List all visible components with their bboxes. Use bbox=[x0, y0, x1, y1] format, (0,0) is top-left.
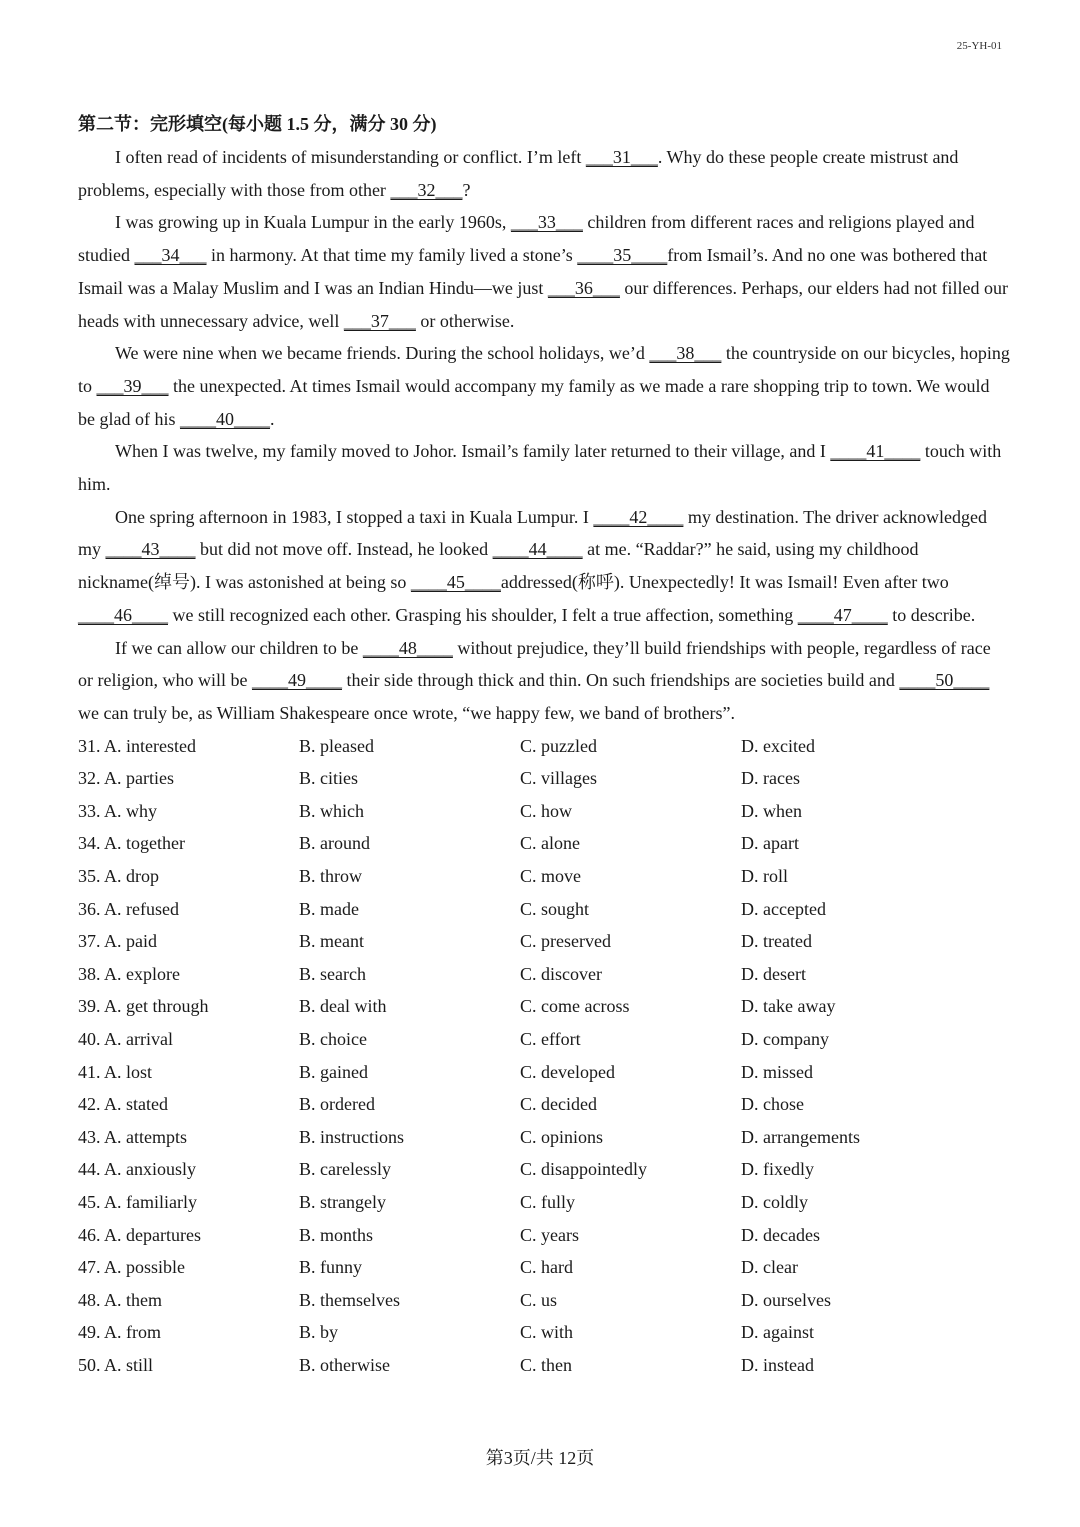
option-text: C. hard bbox=[520, 1257, 573, 1278]
question-row bbox=[78, 1219, 1010, 1252]
option-b bbox=[299, 1219, 520, 1252]
option-text: A. refused bbox=[104, 898, 179, 919]
option-d bbox=[741, 730, 962, 763]
option-text: A. stated bbox=[104, 1094, 168, 1115]
option-text: C. effort bbox=[520, 1029, 581, 1049]
question-row bbox=[78, 827, 1010, 860]
question-row bbox=[78, 1186, 1010, 1219]
option-text: D. missed bbox=[741, 1061, 813, 1082]
option-text: C. puzzled bbox=[520, 735, 597, 756]
question-row bbox=[78, 1121, 1010, 1154]
option-d bbox=[741, 1284, 962, 1317]
passage-text: we can truly be, as William Shakespeare once wrote, “we happy few, we band of brothers”. bbox=[78, 702, 736, 723]
option-text: B. strangely bbox=[299, 1191, 386, 1212]
option-text: B. pleased bbox=[299, 735, 374, 756]
blank-slot: ____35____ bbox=[577, 245, 668, 266]
question-number: 44. bbox=[78, 1159, 101, 1180]
option-b bbox=[299, 1186, 520, 1219]
option-c bbox=[520, 1023, 741, 1056]
question-number: 48. bbox=[78, 1289, 101, 1310]
option-a bbox=[78, 1251, 299, 1284]
question-number: 38. bbox=[78, 963, 101, 984]
option-b bbox=[299, 1088, 520, 1121]
passage-text: I often read of incidents of misunderstanding or conflict. I’m left bbox=[115, 147, 586, 167]
option-b bbox=[299, 730, 520, 763]
option-text: D. ourselves bbox=[741, 1289, 831, 1310]
option-d bbox=[741, 925, 962, 958]
option-c bbox=[520, 1316, 741, 1349]
option-text: C. years bbox=[520, 1224, 579, 1245]
blank-slot: ___33___ bbox=[510, 212, 583, 233]
document-code: 25-YH-01 bbox=[956, 40, 1002, 52]
option-text: B. otherwise bbox=[299, 1354, 390, 1375]
option-c bbox=[520, 1251, 741, 1284]
option-c bbox=[520, 730, 741, 763]
blank-slot: ___37___ bbox=[343, 310, 416, 331]
passage-text: the countryside on our bicycles, hoping to bbox=[78, 343, 1010, 396]
question-row bbox=[78, 860, 1010, 893]
option-b bbox=[299, 1284, 520, 1317]
option-text: A. why bbox=[104, 800, 158, 821]
option-text: D. chose bbox=[741, 1094, 804, 1115]
question-row bbox=[78, 795, 1010, 828]
blank-slot: ____44____ bbox=[492, 539, 583, 560]
option-text: A. get through bbox=[104, 996, 209, 1017]
question-number: 42. bbox=[78, 1094, 101, 1115]
option-b bbox=[299, 1121, 520, 1154]
option-d bbox=[741, 762, 962, 795]
passage-text: ? bbox=[462, 179, 471, 200]
passage-text: but did not move off. Instead, he looked bbox=[195, 539, 493, 560]
blank-slot: ____48____ bbox=[362, 637, 453, 658]
passage-text: my destination. The driver acknowledged my bbox=[78, 506, 987, 560]
option-text: A. together bbox=[104, 833, 185, 854]
blank-slot: ___31___ bbox=[585, 147, 658, 167]
option-a bbox=[78, 1284, 299, 1317]
question-number: 40. bbox=[78, 1029, 101, 1049]
passage-text: we still recognized each other. Grasping his shoulder, I felt a true affection, something bbox=[168, 604, 798, 625]
passage-text: If we can allow our children to be bbox=[115, 637, 363, 658]
section-score-note: (每小题 1.5 分，满分 30 分) bbox=[222, 114, 437, 134]
option-text: C. preserved bbox=[520, 931, 611, 952]
option-text: B. carelessly bbox=[299, 1159, 391, 1180]
option-text: B. throw bbox=[299, 866, 362, 887]
passage-text: our differences. Perhaps, our elders had not filled our heads with unnecessary advice, well bbox=[78, 277, 1008, 331]
passage-text: their side through thick and thin. On such friendships are societies build and bbox=[341, 670, 900, 691]
section-title: 第二节：完形填空 bbox=[78, 114, 222, 134]
passage-text: . bbox=[269, 408, 275, 429]
option-text: D. excited bbox=[741, 735, 815, 756]
option-b bbox=[299, 827, 520, 860]
option-b bbox=[299, 762, 520, 795]
passage-text: I was growing up in Kuala Lumpur in the early 1960s, bbox=[115, 212, 511, 233]
option-d bbox=[741, 990, 962, 1023]
option-text: A. paid bbox=[104, 931, 158, 952]
option-text: D. apart bbox=[741, 833, 799, 854]
option-d bbox=[741, 1219, 962, 1252]
option-d bbox=[741, 1349, 962, 1382]
option-c bbox=[520, 958, 741, 991]
blank-slot: ____45____ bbox=[410, 572, 501, 593]
passage-paragraph bbox=[78, 501, 1010, 632]
option-text: B. gained bbox=[299, 1061, 368, 1082]
option-text: C. decided bbox=[520, 1094, 597, 1115]
option-text: B. themselves bbox=[299, 1289, 400, 1310]
passage-text: children from different races and religions played and studied bbox=[78, 212, 975, 266]
question-number: 46. bbox=[78, 1224, 101, 1245]
question-row bbox=[78, 1153, 1010, 1186]
passage-paragraph bbox=[78, 141, 1010, 206]
option-text: C. alone bbox=[520, 833, 580, 854]
option-d bbox=[741, 1023, 962, 1056]
option-d bbox=[741, 1056, 962, 1089]
option-c bbox=[520, 1121, 741, 1154]
question-row bbox=[78, 1349, 1010, 1382]
option-a bbox=[78, 1316, 299, 1349]
passage-paragraph bbox=[78, 632, 1010, 730]
passage-text: . Why do these people create mistrust and problems, especially with those from other bbox=[78, 147, 959, 200]
option-c bbox=[520, 990, 741, 1023]
option-c bbox=[520, 1186, 741, 1219]
option-text: D. roll bbox=[741, 866, 788, 887]
blank-slot: ___34___ bbox=[134, 245, 207, 266]
page-footer: 第3页/共 12页 bbox=[485, 1448, 595, 1468]
option-text: B. cities bbox=[299, 768, 358, 789]
option-b bbox=[299, 893, 520, 926]
passage-paragraph bbox=[78, 337, 1010, 435]
option-b bbox=[299, 925, 520, 958]
option-b bbox=[299, 1316, 520, 1349]
section-heading bbox=[78, 108, 1010, 140]
passage-text: One spring afternoon in 1983, I stopped a taxi in Kuala Lumpur. I bbox=[115, 506, 594, 527]
blank-slot: ____49____ bbox=[251, 670, 342, 691]
passage-text: touch with him. bbox=[78, 441, 1002, 495]
option-text: B. by bbox=[299, 1322, 339, 1343]
cloze-passage bbox=[78, 141, 1010, 730]
answer-choices bbox=[78, 730, 1010, 1382]
option-text: A. still bbox=[104, 1354, 154, 1375]
question-number: 47. bbox=[78, 1257, 101, 1278]
option-text: D. clear bbox=[741, 1257, 798, 1278]
option-text: B. which bbox=[299, 800, 364, 821]
option-c bbox=[520, 795, 741, 828]
option-b bbox=[299, 1023, 520, 1056]
option-text: C. opinions bbox=[520, 1126, 604, 1147]
blank-slot: ____47____ bbox=[797, 604, 888, 625]
option-text: A. attempts bbox=[104, 1126, 188, 1147]
option-text: D. decades bbox=[741, 1224, 820, 1245]
option-d bbox=[741, 1251, 962, 1284]
option-a bbox=[78, 1088, 299, 1121]
option-a bbox=[78, 1056, 299, 1089]
option-text: D. accepted bbox=[741, 898, 826, 919]
question-number: 32. bbox=[78, 768, 101, 789]
option-a bbox=[78, 925, 299, 958]
option-a bbox=[78, 827, 299, 860]
option-text: D. arrangements bbox=[741, 1126, 860, 1147]
question-row bbox=[78, 762, 1010, 795]
passage-text: We were nine when we became friends. During the school holidays, we’d bbox=[115, 343, 650, 364]
question-number: 36. bbox=[78, 898, 101, 919]
option-c bbox=[520, 1088, 741, 1121]
option-text: D. take away bbox=[741, 996, 836, 1017]
passage-paragraph bbox=[78, 206, 1010, 337]
option-text: B. funny bbox=[299, 1257, 362, 1278]
question-row bbox=[78, 730, 1010, 763]
option-a bbox=[78, 1186, 299, 1219]
option-text: A. possible bbox=[104, 1257, 186, 1278]
option-text: D. fixedly bbox=[741, 1159, 814, 1180]
option-text: C. sought bbox=[520, 898, 590, 919]
option-d bbox=[741, 893, 962, 926]
option-text: D. when bbox=[741, 800, 802, 821]
option-a bbox=[78, 893, 299, 926]
passage-text: addressed(称呼). Unexpectedly! It was Ismail! Even after two bbox=[500, 572, 949, 593]
option-b bbox=[299, 958, 520, 991]
option-text: C. villages bbox=[520, 768, 597, 789]
option-d bbox=[741, 1186, 962, 1219]
option-text: A. interested bbox=[104, 735, 196, 756]
option-text: C. how bbox=[520, 800, 573, 821]
option-text: A. explore bbox=[104, 963, 180, 984]
question-row bbox=[78, 893, 1010, 926]
option-text: B. meant bbox=[299, 931, 364, 952]
option-text: C. come across bbox=[520, 996, 630, 1017]
cloze-section bbox=[78, 108, 1010, 1382]
option-text: B. choice bbox=[299, 1029, 367, 1049]
question-number: 43. bbox=[78, 1126, 101, 1147]
passage-text: When I was twelve, my family moved to Johor. Ismail’s family later returned to their village, and I bbox=[115, 441, 831, 462]
option-text: B. months bbox=[299, 1224, 374, 1245]
blank-slot: ___32___ bbox=[390, 179, 463, 200]
option-a bbox=[78, 860, 299, 893]
option-text: A. from bbox=[104, 1322, 162, 1343]
blank-slot: ____50____ bbox=[899, 670, 990, 691]
option-a bbox=[78, 762, 299, 795]
option-text: D. desert bbox=[741, 963, 806, 984]
question-row bbox=[78, 1056, 1010, 1089]
option-text: A. anxiously bbox=[104, 1159, 197, 1180]
option-text: B. search bbox=[299, 963, 366, 984]
blank-slot: ____46____ bbox=[78, 604, 168, 625]
question-number: 39. bbox=[78, 996, 101, 1017]
question-number: 33. bbox=[78, 800, 101, 821]
option-a bbox=[78, 1349, 299, 1382]
blank-slot: ____43____ bbox=[105, 539, 196, 560]
question-row bbox=[78, 925, 1010, 958]
option-d bbox=[741, 827, 962, 860]
option-text: D. races bbox=[741, 768, 800, 789]
option-c bbox=[520, 1284, 741, 1317]
passage-text: the unexpected. At times Ismail would accompany my family as we made a rare shopping trip to town. We would be glad of his bbox=[78, 375, 990, 429]
question-number: 37. bbox=[78, 931, 101, 952]
option-text: D. treated bbox=[741, 931, 812, 952]
question-row bbox=[78, 1316, 1010, 1349]
option-b bbox=[299, 795, 520, 828]
option-a bbox=[78, 1023, 299, 1056]
blank-slot: ___38___ bbox=[649, 343, 722, 364]
option-text: A. parties bbox=[104, 768, 174, 789]
option-text: B. around bbox=[299, 833, 370, 854]
blank-slot: ____41____ bbox=[830, 441, 921, 462]
option-c bbox=[520, 1153, 741, 1186]
option-text: A. drop bbox=[104, 866, 160, 887]
option-d bbox=[741, 1121, 962, 1154]
option-c bbox=[520, 893, 741, 926]
option-a bbox=[78, 1153, 299, 1186]
option-c bbox=[520, 1349, 741, 1382]
option-text: C. with bbox=[520, 1322, 574, 1343]
option-d bbox=[741, 1088, 962, 1121]
option-text: D. against bbox=[741, 1322, 814, 1343]
option-text: A. arrival bbox=[104, 1029, 173, 1049]
option-c bbox=[520, 925, 741, 958]
option-d bbox=[741, 1153, 962, 1186]
option-text: C. discover bbox=[520, 963, 602, 984]
option-text: C. then bbox=[520, 1354, 572, 1375]
option-a bbox=[78, 990, 299, 1023]
option-a bbox=[78, 958, 299, 991]
option-c bbox=[520, 860, 741, 893]
option-text: A. familiarly bbox=[104, 1191, 197, 1212]
option-text: C. us bbox=[520, 1289, 558, 1310]
option-text: B. deal with bbox=[299, 996, 387, 1017]
question-row bbox=[78, 1023, 1010, 1056]
question-number: 35. bbox=[78, 866, 101, 887]
option-text: C. move bbox=[520, 866, 581, 887]
passage-text: from Ismail’s. And no one was bothered that Ismail was a Malay Muslim and I was an Indian Hindu—we just bbox=[78, 245, 988, 298]
option-a bbox=[78, 730, 299, 763]
option-c bbox=[520, 1056, 741, 1089]
option-b bbox=[299, 1349, 520, 1382]
option-text: B. ordered bbox=[299, 1094, 375, 1115]
option-c bbox=[520, 762, 741, 795]
question-row bbox=[78, 1088, 1010, 1121]
option-text: A. them bbox=[104, 1289, 163, 1310]
option-c bbox=[520, 1219, 741, 1252]
blank-slot: ___36___ bbox=[547, 277, 620, 298]
passage-text: without prejudice, they’ll build friendships with people, regardless of race or religion, who will be bbox=[78, 637, 991, 691]
option-c bbox=[520, 827, 741, 860]
question-number: 34. bbox=[78, 833, 101, 854]
question-number: 45. bbox=[78, 1191, 101, 1212]
option-a bbox=[78, 1121, 299, 1154]
question-number: 41. bbox=[78, 1061, 101, 1082]
option-text: A. lost bbox=[104, 1061, 153, 1082]
question-row bbox=[78, 1284, 1010, 1317]
passage-text: or otherwise. bbox=[415, 310, 515, 331]
option-text: C. developed bbox=[520, 1061, 615, 1082]
question-number: 50. bbox=[78, 1354, 101, 1375]
option-a bbox=[78, 795, 299, 828]
option-text: C. fully bbox=[520, 1191, 576, 1212]
option-text: D. instead bbox=[741, 1354, 814, 1375]
option-text: A. departures bbox=[104, 1224, 201, 1245]
option-text: B. made bbox=[299, 898, 359, 919]
question-row bbox=[78, 958, 1010, 991]
option-text: D. company bbox=[741, 1029, 829, 1049]
passage-text: in harmony. At that time my family lived a stone’s bbox=[206, 245, 578, 266]
option-a bbox=[78, 1219, 299, 1252]
option-d bbox=[741, 860, 962, 893]
option-d bbox=[741, 795, 962, 828]
question-number: 31. bbox=[78, 735, 101, 756]
option-text: B. instructions bbox=[299, 1126, 405, 1147]
passage-paragraph bbox=[78, 435, 1010, 500]
option-d bbox=[741, 958, 962, 991]
option-b bbox=[299, 1251, 520, 1284]
option-b bbox=[299, 1056, 520, 1089]
option-d bbox=[741, 1316, 962, 1349]
question-row bbox=[78, 990, 1010, 1023]
passage-text: to describe. bbox=[887, 604, 976, 625]
passage-text: at me. “Raddar?” he said, using my childhood nickname(绰号). I was astonished at being so bbox=[78, 539, 919, 593]
option-b bbox=[299, 860, 520, 893]
option-b bbox=[299, 990, 520, 1023]
question-number: 49. bbox=[78, 1322, 101, 1343]
blank-slot: ____40____ bbox=[179, 408, 270, 429]
blank-slot: ____42____ bbox=[593, 506, 684, 527]
blank-slot: ___39___ bbox=[96, 375, 169, 396]
option-b bbox=[299, 1153, 520, 1186]
option-text: C. disappointedly bbox=[520, 1159, 647, 1180]
option-text: D. coldly bbox=[741, 1191, 808, 1212]
question-row bbox=[78, 1251, 1010, 1284]
